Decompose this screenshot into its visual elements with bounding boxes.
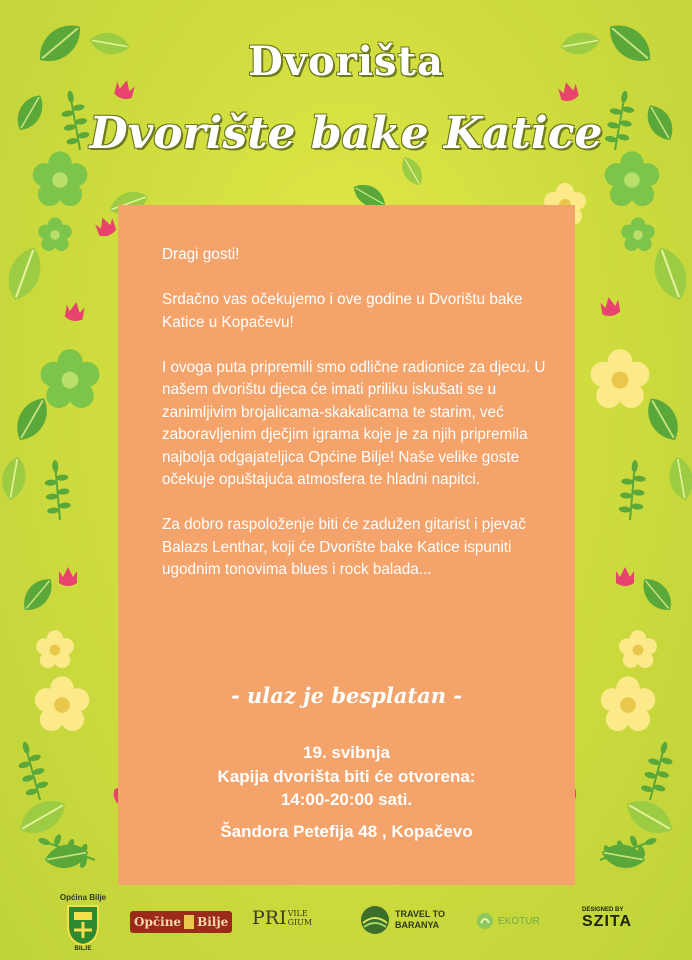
ekotur-drop-icon [476, 912, 494, 930]
designed-by: DESIGNED BY [582, 907, 624, 913]
event-address: Šandora Petefija 48 , Kopačevo [220, 822, 473, 841]
event-time: 14:00-20:00 sati. [280, 790, 413, 809]
opcina-bilje-badge: BILJE [74, 946, 92, 952]
travel-text [395, 909, 445, 931]
greeting: Dragi gosti! [162, 246, 240, 263]
paragraph-music: Za dobro raspoloženje biti će zadužen gitarist i pjevač Balazs Lenthar, koji će Dvorište bake Katice ispuniti ugodnim tonovima blues i rock balada... [162, 516, 526, 578]
privilegium-stack [288, 909, 312, 927]
logo-designer [582, 907, 632, 931]
crest-icon [184, 915, 194, 929]
globe-icon [360, 905, 390, 935]
opcina-bilje-label: Općina Bilje [59, 893, 107, 902]
event-opening: Kapija dvorišta biti će otvorena: [217, 766, 476, 786]
sponsor-footer [0, 885, 692, 960]
bilje-word: Bilje [197, 915, 229, 929]
privilegium-gium: GIUM [287, 918, 313, 927]
logo-opcine-bilje [130, 911, 232, 933]
privilegium-vile: VILE [287, 909, 308, 918]
coat-of-arms-icon [66, 904, 100, 946]
logo-opcina-bilje [58, 893, 108, 952]
poster-subtitle: Dvorište bake Katice [89, 108, 603, 159]
free-entry-note: - ulaz je besplatan - [230, 683, 463, 708]
logo-travel-to-baranya [360, 905, 445, 935]
poster-title: Dvorišta [248, 38, 444, 85]
logo-privilegium [252, 907, 312, 929]
body-text [162, 244, 562, 604]
szita-text: SZITA [582, 913, 633, 930]
paragraph-workshops: I ovoga puta pripremili smo odlične radionice za djecu. U našem dvorištu djeca će imati priliku iskušati se u zanimljivim brojalicama-skakalicama te starim, već zaboravljenim dječjim igrama koje je za njih pripremila najbolja odgajateljica Općine Bilje! Naše velike goste očekuje opuštajuća atmosfera te hladni napitci. [162, 358, 546, 488]
paragraph-invitation: Srdačno vas očekujemo i ove godine u Dvorištu bake Katice u Kopačevu! [162, 291, 523, 331]
ekotur-text: EKOTUR [498, 915, 540, 927]
opcine-word: Opčine [134, 915, 182, 929]
privilegium-pri: PRI [252, 907, 287, 929]
travel-to: TRAVEL TO [395, 909, 446, 919]
event-details [118, 741, 575, 812]
event-date: 19. svibnja [303, 743, 390, 762]
logo-ekotur [476, 912, 540, 930]
baranya: BARANYA [395, 920, 440, 930]
